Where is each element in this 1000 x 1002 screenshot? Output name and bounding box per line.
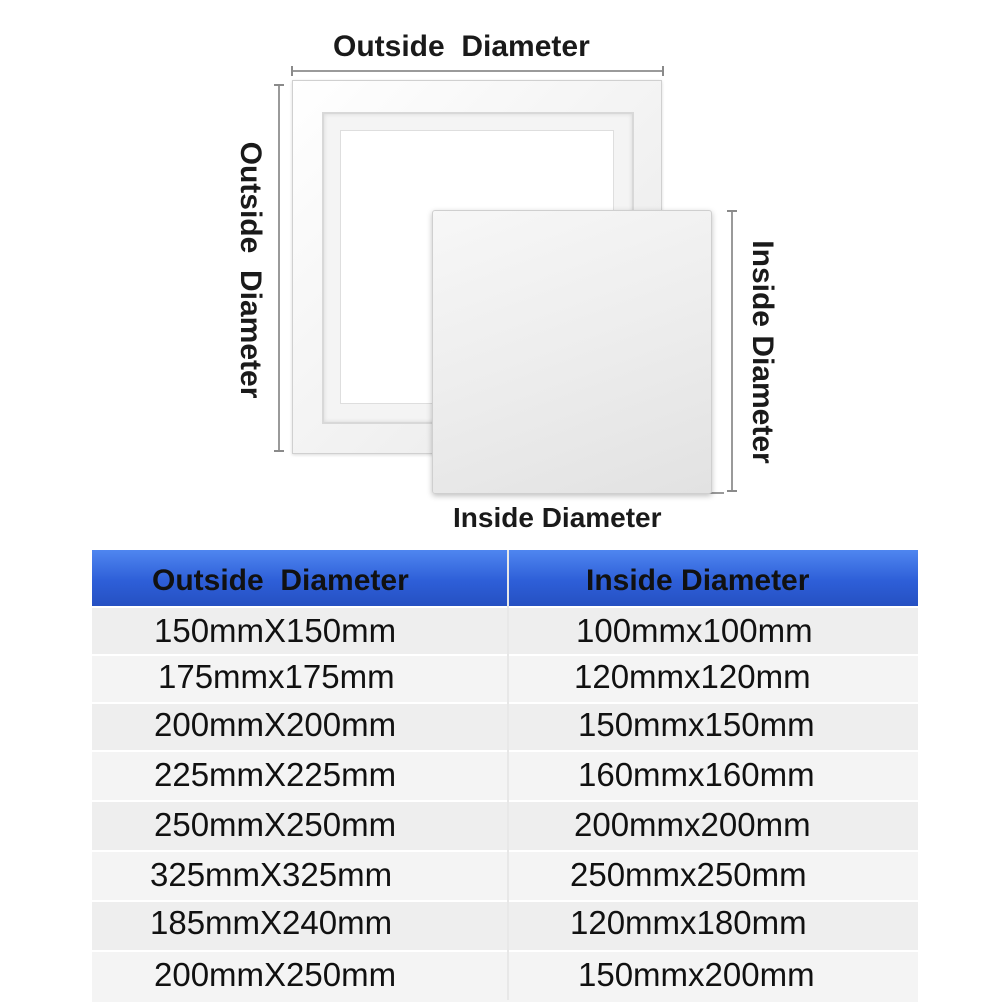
cell-inside: 120mmx180mm <box>570 904 807 941</box>
cell-inside: 120mmx120mm <box>574 658 811 695</box>
cell-inside: 100mmx100mm <box>576 612 813 649</box>
right-dimension-label: Inside Diameter <box>746 240 779 464</box>
cell-inside: 150mmx200mm <box>578 956 815 993</box>
table-row <box>92 606 918 656</box>
right-dimension-tick-bottom <box>727 490 737 492</box>
cell-outside: 200mmX250mm <box>154 956 397 993</box>
cell-outside: 150mmX150mm <box>154 612 397 649</box>
cell-inside: 150mmx150mm <box>578 706 815 743</box>
top-dimension-tick-left <box>291 66 293 76</box>
left-dimension-label: Outside Diameter <box>234 141 267 399</box>
right-dimension-line <box>731 210 733 492</box>
column-divider <box>507 550 509 1000</box>
table-row <box>92 750 918 802</box>
cell-outside: 250mmX250mm <box>154 806 397 843</box>
cell-outside: 325mmX325mm <box>150 856 393 893</box>
left-dimension-tick-bottom <box>274 450 284 452</box>
top-dimension-tick-right <box>662 66 664 76</box>
cell-outside: 225mmX225mm <box>154 756 397 793</box>
header-outside-diameter: Outside Diameter <box>152 564 409 597</box>
cell-outside: 185mmX240mm <box>150 904 393 941</box>
top-dimension-label: Outside Diameter <box>333 30 590 63</box>
right-dimension-tick-top <box>727 210 737 212</box>
table-row <box>92 850 918 902</box>
bottom-dimension-label: Inside Diameter <box>453 502 662 533</box>
header-inside-diameter: Inside Diameter <box>586 564 810 597</box>
size-table <box>92 550 918 1000</box>
table-header <box>92 550 918 606</box>
left-dimension-tick-top <box>274 84 284 86</box>
cell-outside: 200mmX200mm <box>154 706 397 743</box>
table-row <box>92 702 918 752</box>
cell-inside: 250mmx250mm <box>570 856 807 893</box>
cell-inside: 200mmx200mm <box>574 806 811 843</box>
top-dimension-line <box>292 70 664 72</box>
table-row <box>92 950 918 1002</box>
table-row <box>92 800 918 852</box>
table-row <box>92 654 918 704</box>
cell-outside: 175mmx175mm <box>158 658 395 695</box>
access-panel-door <box>432 210 712 494</box>
cell-inside: 160mmx160mm <box>578 756 815 793</box>
table-row <box>92 900 918 952</box>
left-dimension-line <box>278 84 280 452</box>
